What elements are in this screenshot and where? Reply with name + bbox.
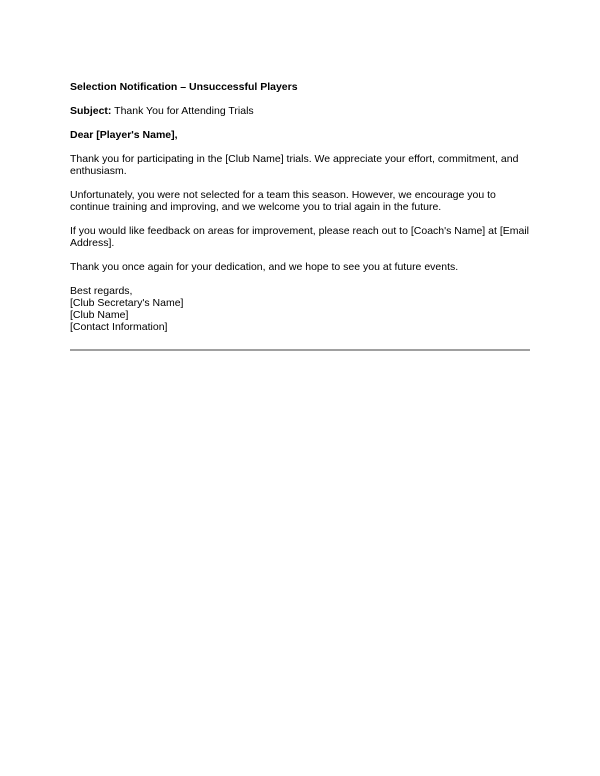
- signature-name: [Club Secretary's Name]: [70, 297, 184, 309]
- horizontal-rule: [70, 349, 530, 351]
- paragraph-feedback: If you would like feedback on areas for improvement, please reach out to [Coach's Name] at [Email Address].: [70, 225, 529, 249]
- signature-club: [Club Name]: [70, 309, 129, 321]
- paragraph-closing: Thank you once again for your dedication, and we hope to see you at future events.: [70, 261, 459, 273]
- letter-title: Selection Notification – Unsuccessful Players: [70, 81, 298, 93]
- subject-line: [70, 105, 530, 117]
- paragraph-not-selected: Unfortunately, you were not selected for a team this season. However, we encourage you to continue training and improving, and we welcome you to trial again in the future.: [70, 189, 496, 213]
- greeting: Dear [Player's Name],: [70, 129, 178, 141]
- letter-body: [70, 81, 530, 333]
- subject-text: Thank You for Attending Trials: [111, 105, 254, 117]
- signature-contact: [Contact Information]: [70, 321, 168, 333]
- paragraph-thanks: Thank you for participating in the [Club Name] trials. We appreciate your effort, commitment, and enthusiasm.: [70, 153, 519, 177]
- signature-block: [70, 285, 530, 333]
- subject-label: Subject:: [70, 105, 112, 117]
- signature-closing: Best regards,: [70, 285, 133, 297]
